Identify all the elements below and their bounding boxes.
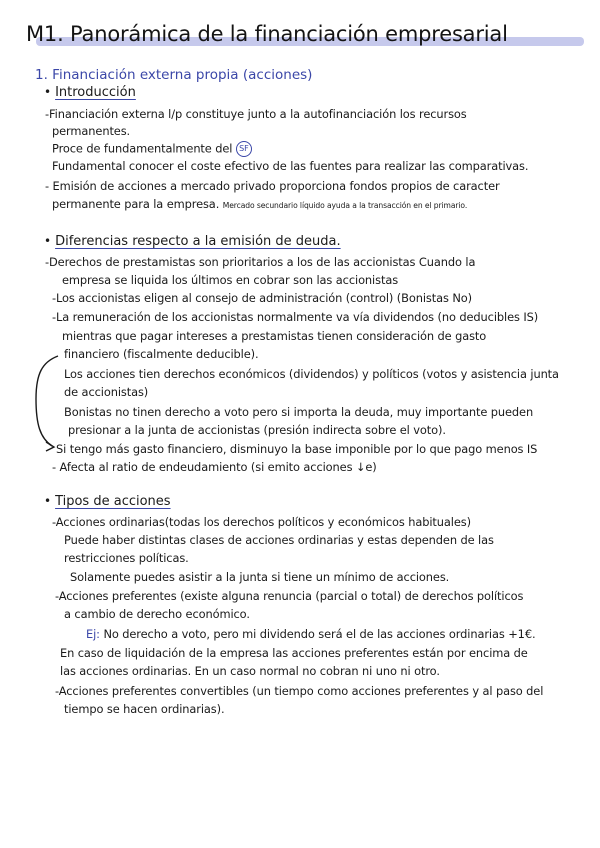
title-block	[26, 22, 586, 52]
section-heading: 1. Financiación externa propia (acciones)	[35, 67, 313, 83]
dif-line-2: empresa se liquida los últimos en cobrar son las accionistas	[62, 273, 399, 287]
tipos-line-7-text: No derecho a voto, pero mi dividendo será el de las acciones ordinarias +1€.	[103, 627, 536, 641]
dif-line-8: de accionistas)	[64, 385, 149, 399]
intro-line-3-text: Proce de fundamentalmente del	[52, 141, 233, 156]
dif-line-5: mientras que pagar intereses a prestamistas tienen consideración de gasto	[62, 329, 487, 343]
intro-line-3	[52, 141, 252, 157]
diferencias-heading-text: Diferencias respecto a la emisión de deuda.	[55, 234, 341, 249]
bracket-arrow-icon	[30, 354, 70, 454]
tipos-line-8: En caso de liquidación de la empresa las acciones preferentes están por encima de	[60, 646, 528, 660]
page-title: M1. Panorámica de la financiación empresarial	[26, 22, 508, 46]
dif-line-10: presionar a la junta de accionistas (presión indirecta sobre el voto).	[68, 423, 446, 437]
sf-circle-label: SF	[236, 141, 252, 157]
example-label: Ej:	[86, 627, 100, 641]
intro-heading	[44, 85, 136, 100]
dif-line-7: Los acciones tien derechos económicos (dividendos) y políticos (votos y asistencia junta	[64, 367, 559, 381]
tipos-line-7	[86, 627, 536, 641]
dif-line-12: - Afecta al ratio de endeudamiento (si emito acciones ↓e)	[52, 460, 377, 474]
tipos-line-1: -Acciones ordinarias(todas los derechos políticos y económicos habituales)	[52, 515, 471, 529]
dif-line-11: Si tengo más gasto financiero, disminuyo la base imponible por lo que pago menos IS	[56, 442, 538, 456]
tipos-line-9: las acciones ordinarias. En un caso normal no cobran ni uno ni otro.	[60, 664, 440, 678]
dif-line-6: financiero (fiscalmente deducible).	[64, 347, 259, 361]
intro-line-2: permanentes.	[52, 124, 131, 138]
diferencias-heading	[44, 234, 341, 249]
tipos-heading	[44, 494, 171, 509]
intro-line-4: Fundamental conocer el coste efectivo de las fuentes para realizar las comparativas.	[52, 159, 529, 173]
dif-line-1: -Derechos de prestamistas son prioritarios a los de las accionistas Cuando la	[45, 255, 476, 269]
tipos-line-11: tiempo se hacen ordinarias).	[64, 702, 225, 716]
dif-line-3: -Los accionistas eligen al consejo de administración (control) (Bonistas No)	[52, 291, 472, 305]
intro-line-6	[52, 197, 467, 213]
intro-note: Mercado secundario líquido ayuda a la transacción en el primario.	[222, 201, 468, 210]
intro-line-6-text: permanente para la empresa.	[52, 197, 220, 211]
bullet-icon: •	[44, 234, 52, 248]
tipos-line-10: -Acciones preferentes convertibles (un tiempo como acciones preferentes y al paso del	[55, 684, 544, 698]
dif-line-9: Bonistas no tinen derecho a voto pero si importa la deuda, muy importante pueden	[64, 405, 534, 419]
tipos-heading-text: Tipos de acciones	[55, 494, 171, 509]
bullet-icon: •	[44, 85, 52, 99]
tipos-line-6: a cambio de derecho económico.	[64, 607, 250, 621]
dif-line-4: -La remuneración de los accionistas normalmente va vía dividendos (no deducibles IS)	[52, 310, 539, 324]
bullet-icon: •	[44, 494, 52, 508]
tipos-line-4: Solamente puedes asistir a la junta si tiene un mínimo de acciones.	[70, 570, 450, 584]
intro-line-1: -Financiación externa l/p constituye junto a la autofinanciación los recursos	[45, 107, 467, 121]
tipos-line-3: restricciones políticas.	[64, 551, 189, 565]
intro-line-5: - Emisión de acciones a mercado privado proporciona fondos propios de caracter	[45, 179, 500, 193]
intro-heading-text: Introducción	[55, 85, 136, 100]
tipos-line-5: -Acciones preferentes (existe alguna renuncia (parcial o total) de derechos políticos	[55, 589, 524, 603]
tipos-line-2: Puede haber distintas clases de acciones ordinarias y estas dependen de las	[64, 533, 494, 547]
